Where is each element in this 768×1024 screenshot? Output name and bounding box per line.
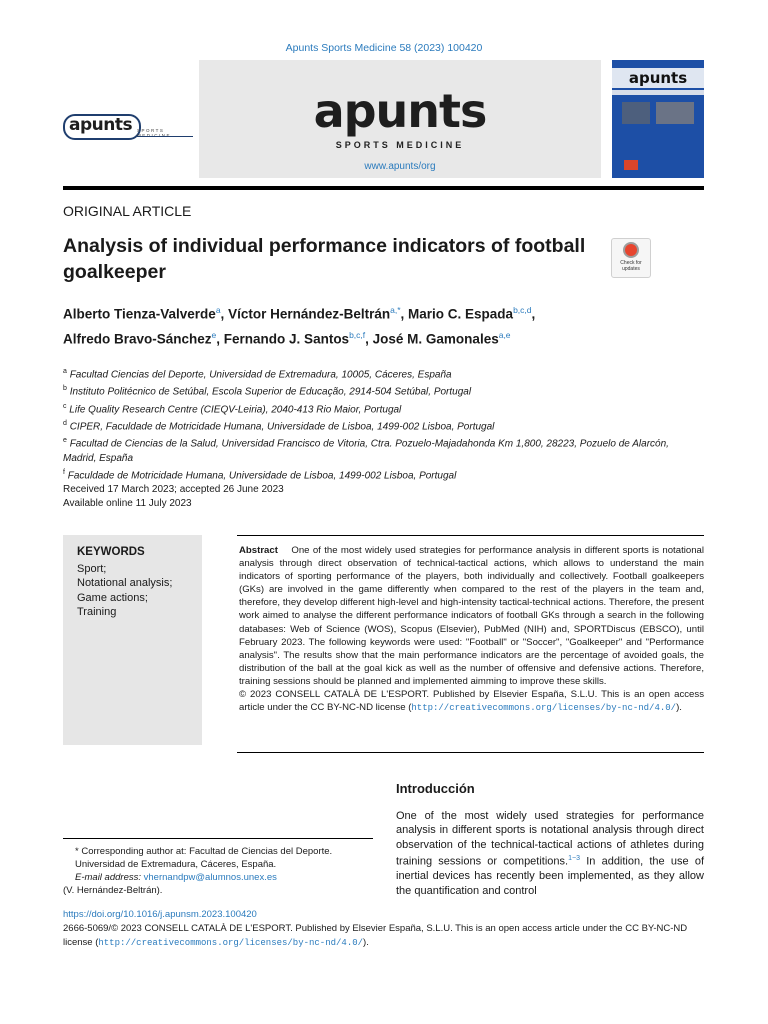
cover-photo xyxy=(622,102,650,124)
author-separator: , xyxy=(216,331,224,346)
affiliation-key: e xyxy=(63,437,67,445)
check-for-updates-button[interactable] xyxy=(611,238,651,278)
affiliation-item xyxy=(63,417,704,434)
corresponding-author-footnote xyxy=(63,845,373,897)
header-rule xyxy=(63,186,704,190)
check-updates-icon xyxy=(623,242,639,258)
author-affiliation-marker[interactable]: b,c,d xyxy=(513,305,532,315)
email-link[interactable]: vhernandpw@alumnos.unex.es xyxy=(143,872,277,883)
author-separator: , xyxy=(365,331,373,346)
check-updates-label: Check for updates xyxy=(620,260,642,272)
cover-logo: apunts xyxy=(612,68,704,88)
publisher-logo xyxy=(63,114,193,140)
received-date: Received 17 March 2023; accepted 26 June 2023 xyxy=(63,484,284,495)
affiliation-text: Facultad de Ciencias de la Salud, Universidad Francisco de Vitoria, Ctra. Pozuelo-Majadahonda Km 1,800, 28223, Pozuelo de Alarcón, Madrid, España xyxy=(63,438,669,464)
author-affiliation-marker[interactable]: e xyxy=(211,329,217,340)
author-affiliation-marker[interactable]: a,e xyxy=(498,329,511,340)
doi-link[interactable]: https://doi.org/10.1016/j.apunsm.2023.100420 xyxy=(63,909,257,920)
affiliation-text: Life Quality Research Centre (CIEQV-Leiria), 2040-413 Rio Maior, Portugal xyxy=(69,403,402,415)
footer-license-link[interactable]: http://creativecommons.org/licenses/by-nc-nd/4.0/ xyxy=(98,937,364,948)
affiliation-text: Instituto Politécnico de Setúbal, Escola Superior de Educação, 2914-504 Setúbal, Portugal xyxy=(69,386,472,398)
author-name[interactable]: Fernando J. Santos xyxy=(223,331,350,346)
affiliation-key: d xyxy=(63,419,67,427)
footer-copyright xyxy=(63,922,708,950)
intro-text-cont: In addition, the use of inertial devices has recently been implemented, as they allow the quantification and control xyxy=(396,855,704,897)
affiliation-text: Facultad Ciencias del Deporte, Universidad de Extremadura, 10005, Cáceres, España xyxy=(69,369,452,381)
keywords-heading: KEYWORDS xyxy=(77,546,145,558)
logo-tagline: SPORTS xyxy=(137,128,165,133)
keyword-item: Game actions; xyxy=(77,591,148,604)
abstract xyxy=(239,544,704,715)
journal-reference[interactable]: Apunts Sports Medicine 58 (2023) 100420 xyxy=(285,42,483,54)
online-date: Available online 11 July 2023 xyxy=(63,498,192,509)
affiliation-text: CIPER, Faculdade de Motricidade Humana, Universidade de Lisboa, 1499-002 Lisboa, Portugal xyxy=(69,421,495,433)
abstract-top-rule xyxy=(237,535,704,536)
author-name[interactable]: Mario C. Espada xyxy=(408,306,514,322)
footer-copyright-end: ). xyxy=(363,936,369,948)
affiliation-item xyxy=(63,400,704,417)
affiliation-key: b xyxy=(63,385,67,393)
author-affiliation-marker[interactable]: a,* xyxy=(390,305,401,315)
abstract-license-link[interactable]: http://creativecommons.org/licenses/by-nc-nd/4.0/ xyxy=(411,703,677,714)
affiliation-item xyxy=(63,382,704,399)
affiliation-item xyxy=(63,434,704,465)
cover-photo xyxy=(656,102,694,124)
corresponding-author-text: * Corresponding author at: Facultad de Ciencias del Deporte. Universidad de Extremadura, Cáceres, España. xyxy=(75,846,333,870)
article-title: Analysis of individual performance indicators of football goalkeeper xyxy=(63,235,586,283)
introduction-heading: Introducción xyxy=(396,781,475,796)
masthead-subtitle: SPORTS MEDICINE xyxy=(335,140,465,150)
abstract-copyright: © 2023 CONSELL CATALÀ DE L'ESPORT. Published by Elsevier España, S.L.U. This is an open access article under the CC BY-NC-ND license ( xyxy=(239,689,704,714)
article-type: ORIGINAL ARTICLE xyxy=(63,203,192,219)
keyword-item: Notational analysis; xyxy=(77,577,173,590)
introduction-paragraph xyxy=(396,809,704,898)
cover-bar xyxy=(612,90,704,95)
affiliations xyxy=(63,365,704,483)
journal-masthead xyxy=(199,60,601,178)
affiliation-key: f xyxy=(63,468,65,476)
keywords-box xyxy=(63,535,202,745)
author-separator: , xyxy=(400,306,409,322)
abstract-label: Abstract xyxy=(239,545,278,556)
keyword-item: Sport; xyxy=(77,563,107,575)
intro-text: One of the most widely used strategies for performance analysis in different sports is notational analysis through direct observation of the technical-tactical actions of athletes during training sessions or competitions. xyxy=(396,810,704,868)
abstract-bottom-rule xyxy=(237,752,704,753)
citation-link[interactable]: 1−3 xyxy=(568,855,580,863)
author-separator: , xyxy=(220,306,229,322)
abstract-copyright-end: ). xyxy=(676,702,682,714)
affiliation-item xyxy=(63,365,704,382)
email-label: E-mail address: xyxy=(75,872,141,883)
masthead-logo: apunts xyxy=(313,84,487,138)
email-owner: (V. Hernández-Beltrán). xyxy=(63,885,163,896)
journal-cover-thumbnail[interactable] xyxy=(612,60,704,178)
cover-badge xyxy=(624,160,638,170)
footnote-rule xyxy=(63,838,373,839)
affiliation-key: c xyxy=(63,402,67,410)
keywords-list xyxy=(77,562,172,619)
author-affiliation-marker[interactable]: b,c,f xyxy=(349,329,366,340)
affiliation-text: Faculdade de Motricidade Humana, Universidade de Lisboa, 1499-002 Lisboa, Portugal xyxy=(67,469,457,481)
author-name[interactable]: Alfredo Bravo-Sánchez xyxy=(63,331,212,346)
author-name[interactable]: José M. Gamonales xyxy=(372,331,499,346)
keyword-item: Training xyxy=(77,605,117,618)
logo-underline xyxy=(137,136,193,137)
email-line xyxy=(63,871,373,884)
author-name[interactable]: Alberto Tienza-Valverde xyxy=(63,306,216,322)
abstract-text: One of the most widely used strategies for performance analysis in different sports is notational analysis through direct observation of technical-tactical actions, which allows to understand the main indicators of sporting performance of the players, both individually and collectively. Football goalkeepers (GKs) are involved in the game differently when compared to the rest of the players in the team and, therefore, they develop different high-level and high-intensity tactical-technical actions. Therefore, the present work aimed to analyse the different performance indicators of football GKs through a search in the following databases: Web of Science (WOS), Scopus (Elsevier), PubMed (NIH) and, SPORTDiscus (EBSCO), until February 2023. The following keywords were used: "Football" or "Soccer", "Goalkeeper" and "Performance analysis". The results show that the main performance indicators are the percentage of avoided goals, the distribution of the ball at the goal kick as well as the number of offensive and defensive actions. Therefore, training sessions should be planned and implemented aimming to improve these skills. xyxy=(239,545,704,687)
article-dates xyxy=(63,483,284,511)
affiliation-key: a xyxy=(63,368,67,375)
footer-copyright-text: 2666-5069/© 2023 CONSELL CATALÀ DE L'ESPORT. Published by Elsevier España, S.L.U. This is an open access article under the CC BY-NC-ND license ( xyxy=(63,923,688,948)
author-name[interactable]: Víctor Hernández-Beltrán xyxy=(228,306,391,322)
logo-wordmark: apunts xyxy=(69,115,133,135)
author-affiliation-marker[interactable]: a xyxy=(215,305,221,315)
affiliation-item xyxy=(63,466,704,483)
author-separator: , xyxy=(531,306,536,322)
masthead-url-link[interactable]: www.apunts/org xyxy=(364,161,436,172)
author-list xyxy=(63,300,663,349)
